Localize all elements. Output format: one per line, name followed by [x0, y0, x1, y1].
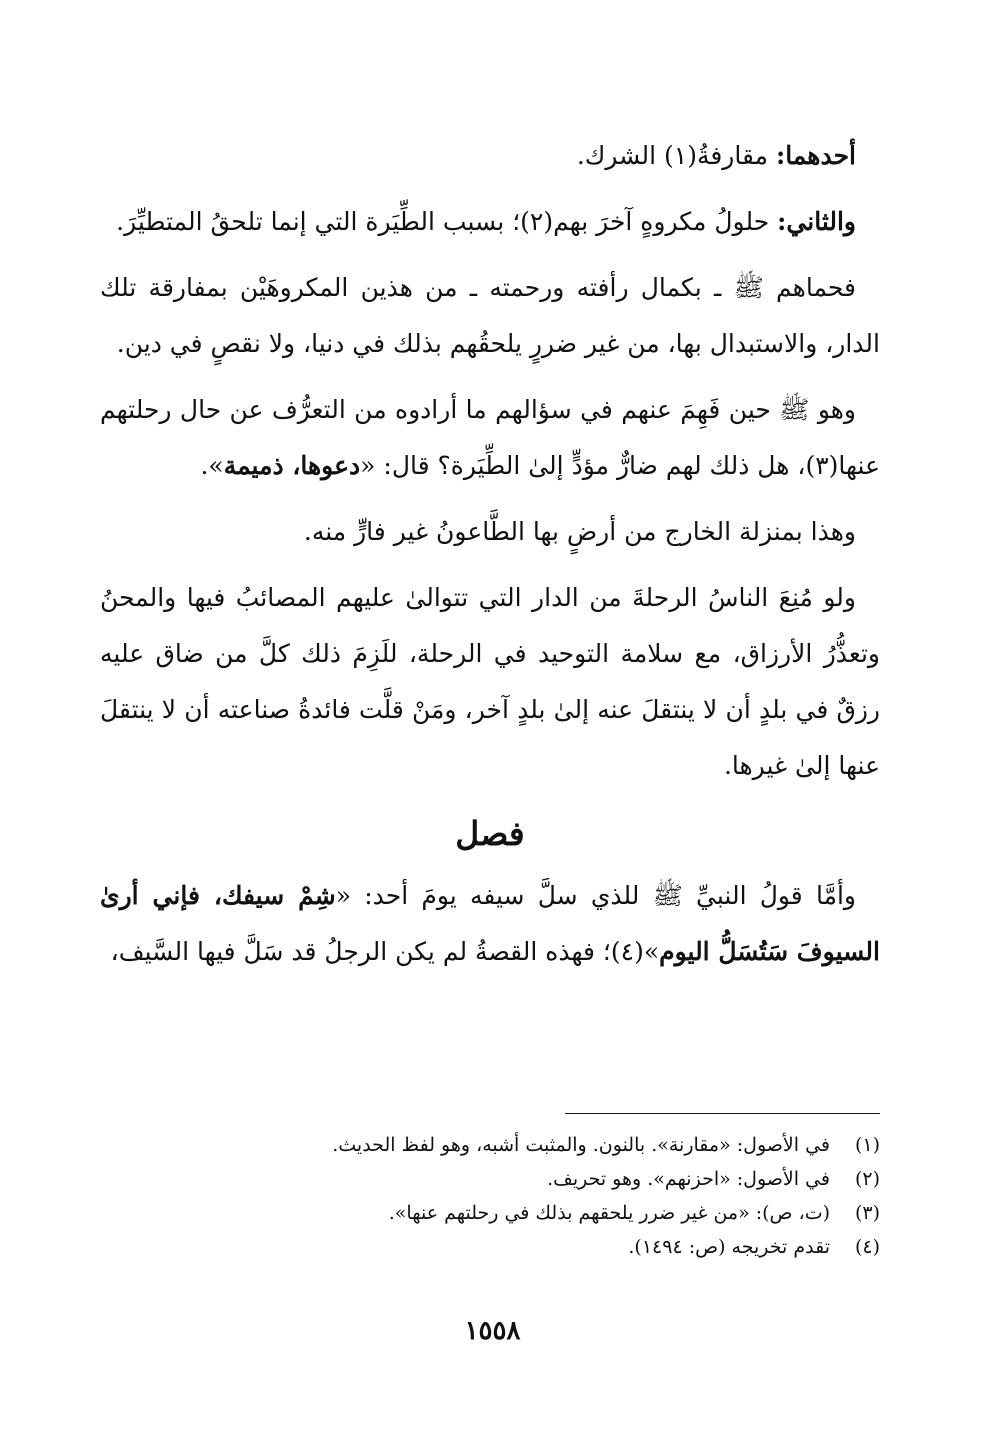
footnote-number: (١)	[854, 1134, 880, 1156]
paragraph-4	[100, 382, 880, 494]
footnote	[100, 1162, 880, 1196]
paragraph-7-end: »(٤)؛ فهذه القصةُ لم يكن الرجلُ قد سَلَّ فيها السَّيف،	[110, 937, 660, 966]
paragraph-1-lead: أحدهما:	[775, 141, 856, 170]
footnote-text: في الأصول: «احزنهم». وهو تحريف.	[547, 1168, 830, 1190]
footnote	[100, 1230, 880, 1264]
footnote	[100, 1128, 880, 1162]
paragraph-4-quote: دعوها، ذميمة	[223, 451, 361, 480]
page-number: ١٥٥٨	[464, 1316, 521, 1346]
footnote-text: تقدم تخريجه (ص: ١٤٩٤).	[628, 1236, 830, 1258]
main-text	[100, 128, 880, 990]
footnote-text: (ت، ص): «من غير ضرر يلحقهم بذلك في رحلتهم عنها».	[388, 1202, 830, 1224]
footnote-text: في الأصول: «مقارنة». بالنون. والمثبت أشبه، وهو لفظ الحديث.	[332, 1134, 830, 1156]
paragraph-7-text: وأمَّا قولُ النبيِّ ﷺ للذي سلَّ سيفه يومَ أحد: «	[335, 881, 857, 910]
paragraph-3: فحماهم ﷺ ـ بكمال رأفته ورحمته ـ من هذين المكروهَيْن بمفارقة تلك الدار، والاستبدال بها، من غير ضررٍ يلحقُهم بذلك في دنيا، ولا نقصٍ في دين.	[100, 273, 880, 358]
paragraph-1	[100, 128, 880, 184]
paragraph-7	[100, 868, 880, 980]
paragraph-1-text: مقارفةُ(١) الشرك.	[576, 141, 769, 170]
footnote-number: (٣)	[854, 1202, 880, 1224]
paragraph-4-text: وهو ﷺ حين فَهِمَ عنهم في سؤالهم ما أرادوه من التعرُّف عن حال رحلتهم عنها(٣)، هل ذلك لهم ضارٌّ مؤدٍّ إلىٰ الطِّيَرة؟ قال: «	[100, 395, 880, 480]
paragraph-5: وهذا بمنزلة الخارج من أرضٍ بها الطَّاعونُ غير فارٍّ منه.	[303, 517, 856, 546]
paragraph-2	[100, 194, 880, 250]
footnote-number: (٢)	[854, 1168, 880, 1190]
paragraph-4-end: ».	[200, 451, 224, 480]
footnote	[100, 1196, 880, 1230]
paragraph-2-lead: والثاني:	[777, 207, 856, 236]
footnotes	[100, 1128, 880, 1264]
footnote-divider	[565, 1113, 880, 1114]
paragraph-6: ولو مُنِعَ الناسُ الرحلةَ من الدار التي تتوالىٰ عليهم المصائبُ فيها والمحنُ وتعذُّرُ الأرزاق، مع سلامة التوحيد في الرحلة، للَزِمَ ذلك كلَّ من ضاق عليه رزقٌ في بلدٍ أن لا ينتقلَ عنه إلىٰ بلدٍ آخر، ومَنْ قلَّت فائدةُ صناعته أن لا ينتقلَ عنها إلىٰ غيرها.	[100, 583, 880, 780]
paragraph-2-text: حلولُ مكروهٍ آخرَ بهم(٢)؛ بسبب الطِّيَرة التي إنما تلحقُ المتطيِّرَ.	[116, 207, 770, 236]
paragraph-7-quote: شِمْ سيفك، فإني أرىٰ السيوفَ سَتُسَلُّ اليوم	[100, 881, 880, 966]
footnote-number: (٤)	[854, 1236, 880, 1258]
section-heading: فصل	[455, 814, 525, 853]
